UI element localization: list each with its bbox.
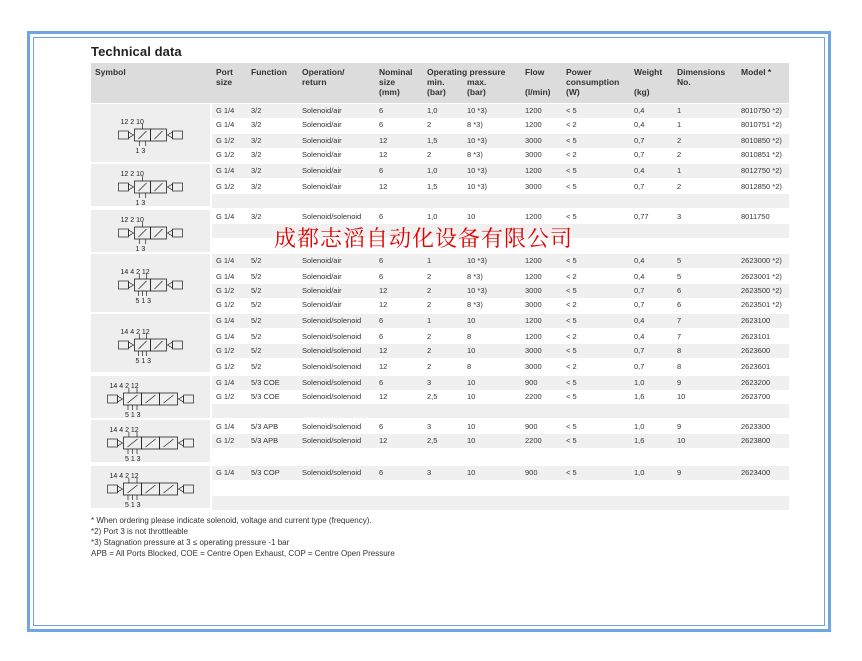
header-nominal-size: Nominal size (mm) — [379, 67, 413, 97]
table-row — [212, 330, 789, 344]
valve-schematic-icon — [91, 210, 210, 252]
cell-port-size: G 1/4 — [216, 120, 235, 129]
cell-function: 5/3 COP — [251, 468, 280, 477]
cell-pressure-min: 3 — [427, 422, 432, 431]
cell-nominal-size: 6 — [379, 468, 384, 477]
port-numbers-bottom: 5 1 3 — [125, 502, 141, 508]
table-row — [212, 376, 789, 390]
cell-function: 5/3 APB — [251, 422, 279, 431]
cell-pressure-max: 10 *3) — [467, 166, 488, 175]
cell-pressure-min: 2,5 — [427, 436, 438, 445]
cell-model: 8012850 *2) — [741, 182, 782, 191]
table-row — [212, 284, 789, 298]
cell-function: 5/2 — [251, 300, 262, 309]
port-numbers-bottom: 1 3 — [135, 246, 146, 252]
cell-power: < 5 — [566, 468, 577, 477]
table-row — [212, 298, 789, 312]
cell-power: < 2 — [566, 150, 577, 159]
cell-operation: Solenoid/air — [302, 300, 342, 309]
cell-pressure-max: 8 *3) — [467, 300, 483, 309]
cell-nominal-size: 12 — [379, 182, 388, 191]
port-numbers-bottom: 1 3 — [135, 148, 146, 155]
cell-function: 5/2 — [251, 286, 262, 295]
cell-dimensions: 2 — [677, 136, 682, 145]
table-row — [212, 104, 789, 118]
cell-function: 5/2 — [251, 332, 262, 341]
cell-flow: 3000 — [525, 300, 542, 309]
table-row — [212, 134, 789, 148]
header-operation: Operation/ return — [302, 67, 345, 87]
cell-function: 5/3 COE — [251, 378, 280, 387]
cell-port-size: G 1/4 — [216, 468, 235, 477]
valve-symbol-block — [91, 466, 210, 508]
cell-flow: 1200 — [525, 106, 542, 115]
cell-function: 3/2 — [251, 182, 262, 191]
cell-function: 3/2 — [251, 150, 262, 159]
cell-function: 3/2 — [251, 166, 262, 175]
cell-model: 2623101 — [741, 332, 771, 341]
cell-model: 2623300 — [741, 422, 771, 431]
cell-weight: 1,0 — [634, 468, 645, 477]
cell-model: 8010751 *2) — [741, 120, 782, 129]
cell-model: 2623800 — [741, 436, 771, 445]
table-row — [212, 480, 789, 494]
valve-symbol-block — [91, 376, 210, 418]
valve-symbol-block — [91, 104, 210, 162]
cell-dimensions: 9 — [677, 422, 682, 431]
cell-pressure-max: 10 — [467, 436, 476, 445]
cell-port-size: G 1/2 — [216, 182, 235, 191]
cell-dimensions: 5 — [677, 272, 682, 281]
port-numbers-bottom: 5 1 3 — [135, 298, 152, 305]
cell-weight: 0,4 — [634, 120, 645, 129]
cell-pressure-max: 8 — [467, 362, 472, 371]
cell-model: 8010851 *2) — [741, 150, 782, 159]
table-row — [212, 404, 789, 418]
cell-pressure-min: 1 — [427, 256, 432, 265]
cell-weight: 0,4 — [634, 106, 645, 115]
cell-flow: 900 — [525, 378, 538, 387]
valve-symbol-block — [91, 314, 210, 372]
port-numbers-bottom: 5 1 3 — [125, 412, 141, 418]
cell-pressure-min: 2 — [427, 286, 432, 295]
cell-flow: 1200 — [525, 272, 542, 281]
cell-operation: Solenoid/solenoid — [302, 392, 362, 401]
cell-pressure-max: 8 *3) — [467, 150, 483, 159]
cell-dimensions: 3 — [677, 212, 682, 221]
cell-nominal-size: 12 — [379, 346, 388, 355]
table-row — [212, 194, 789, 208]
cell-flow: 3000 — [525, 286, 542, 295]
cell-weight: 0,7 — [634, 300, 645, 309]
cell-operation: Solenoid/air — [302, 256, 342, 265]
valve-schematic-icon — [91, 104, 210, 162]
port-numbers-top: 12 2 10 — [120, 171, 144, 178]
cell-nominal-size: 12 — [379, 300, 388, 309]
cell-power: < 2 — [566, 272, 577, 281]
cell-port-size: G 1/2 — [216, 150, 235, 159]
cell-power: < 5 — [566, 436, 577, 445]
cell-pressure-max: 10 *3) — [467, 182, 488, 191]
cell-operation: Solenoid/solenoid — [302, 378, 362, 387]
cell-model: 2623001 *2) — [741, 272, 782, 281]
cell-model: 8010750 *2) — [741, 106, 782, 115]
cell-power: < 5 — [566, 136, 577, 145]
cell-pressure-max: 10 *3) — [467, 256, 488, 265]
cell-port-size: G 1/2 — [216, 392, 235, 401]
cell-operation: Solenoid/solenoid — [302, 422, 362, 431]
cell-flow: 1200 — [525, 316, 542, 325]
cell-flow: 1200 — [525, 212, 542, 221]
cell-model: 2623400 — [741, 468, 771, 477]
cell-flow: 3000 — [525, 136, 542, 145]
cell-nominal-size: 6 — [379, 166, 384, 175]
table-row — [212, 118, 789, 132]
cell-pressure-min: 1,0 — [427, 106, 438, 115]
cell-operation: Solenoid/air — [302, 106, 342, 115]
cell-operation: Solenoid/air — [302, 136, 342, 145]
cell-pressure-max: 8 *3) — [467, 120, 483, 129]
cell-pressure-min: 1,5 — [427, 136, 438, 145]
cell-weight: 1,0 — [634, 422, 645, 431]
cell-port-size: G 1/4 — [216, 166, 235, 175]
cell-weight: 0,4 — [634, 256, 645, 265]
cell-pressure-min: 2,5 — [427, 392, 438, 401]
cell-pressure-min: 2 — [427, 346, 432, 355]
cell-weight: 0,7 — [634, 346, 645, 355]
cell-power: < 2 — [566, 332, 577, 341]
cell-power: < 5 — [566, 182, 577, 191]
cell-operation: Solenoid/air — [302, 182, 342, 191]
cell-dimensions: 9 — [677, 468, 682, 477]
cell-function: 5/2 — [251, 272, 262, 281]
cell-dimensions: 6 — [677, 300, 682, 309]
header-function: Function — [251, 67, 287, 77]
cell-operation: Solenoid/air — [302, 166, 342, 175]
cell-nominal-size: 6 — [379, 106, 384, 115]
port-numbers-top: 12 2 10 — [120, 119, 144, 126]
cell-port-size: G 1/4 — [216, 106, 235, 115]
cell-model: 2623601 — [741, 362, 771, 371]
cell-weight: 1,6 — [634, 436, 645, 445]
table-row — [212, 390, 789, 404]
cell-pressure-min: 1 — [427, 316, 432, 325]
cell-nominal-size: 6 — [379, 422, 384, 431]
cell-dimensions: 6 — [677, 286, 682, 295]
cell-function: 5/2 — [251, 362, 262, 371]
cell-power: < 2 — [566, 120, 577, 129]
cell-dimensions: 9 — [677, 378, 682, 387]
cell-pressure-max: 10 — [467, 378, 476, 387]
valve-schematic-icon — [91, 164, 210, 206]
cell-nominal-size: 12 — [379, 150, 388, 159]
cell-dimensions: 10 — [677, 392, 686, 401]
cell-pressure-min: 1,0 — [427, 212, 438, 221]
port-numbers-top: 14 4 2 12 — [120, 269, 150, 276]
table-row — [212, 344, 789, 358]
cell-flow: 3000 — [525, 346, 542, 355]
table-row — [212, 270, 789, 284]
cell-dimensions: 10 — [677, 436, 686, 445]
cell-flow: 2200 — [525, 436, 542, 445]
cell-weight: 0,7 — [634, 362, 645, 371]
cell-dimensions: 2 — [677, 150, 682, 159]
cell-pressure-max: 10 — [467, 346, 476, 355]
cell-nominal-size: 6 — [379, 316, 384, 325]
cell-dimensions: 8 — [677, 346, 682, 355]
cell-port-size: G 1/4 — [216, 212, 235, 221]
footnote: * When ordering please indicate solenoid, voltage and current type (frequency). — [91, 516, 372, 525]
cell-function: 5/3 COE — [251, 392, 280, 401]
table-row — [212, 466, 789, 480]
port-numbers-top: 12 2 10 — [120, 217, 144, 224]
cell-weight: 0,77 — [634, 212, 649, 221]
cell-pressure-min: 2 — [427, 300, 432, 309]
cell-pressure-min: 2 — [427, 332, 432, 341]
cell-weight: 0,7 — [634, 286, 645, 295]
cell-power: < 2 — [566, 362, 577, 371]
port-numbers-top: 14 4 2 12 — [109, 427, 139, 434]
cell-pressure-max: 10 *3) — [467, 106, 488, 115]
cell-weight: 1,0 — [634, 378, 645, 387]
table-row — [212, 360, 789, 374]
cell-weight: 0,4 — [634, 316, 645, 325]
cell-operation: Solenoid/solenoid — [302, 212, 362, 221]
cell-power: < 5 — [566, 316, 577, 325]
table-row — [212, 254, 789, 268]
cell-nominal-size: 6 — [379, 332, 384, 341]
port-numbers-bottom: 5 1 3 — [135, 358, 152, 365]
cell-dimensions: 7 — [677, 332, 682, 341]
footnotes — [91, 515, 395, 559]
cell-dimensions: 1 — [677, 120, 682, 129]
cell-power: < 5 — [566, 346, 577, 355]
cell-function: 3/2 — [251, 212, 262, 221]
cell-port-size: G 1/2 — [216, 346, 235, 355]
table-row — [212, 180, 789, 194]
cell-port-size: G 1/2 — [216, 136, 235, 145]
cell-operation: Solenoid/air — [302, 120, 342, 129]
cell-pressure-max: 10 — [467, 212, 476, 221]
port-numbers-top: 14 4 2 12 — [109, 383, 139, 390]
cell-function: 3/2 — [251, 136, 262, 145]
cell-model: 8011750 — [741, 212, 770, 221]
cell-model: 2623600 — [741, 346, 771, 355]
port-numbers-top: 14 4 2 12 — [120, 329, 150, 336]
cell-pressure-max: 10 — [467, 392, 476, 401]
cell-model: 2623200 — [741, 378, 771, 387]
cell-operation: Solenoid/solenoid — [302, 468, 362, 477]
cell-flow: 3000 — [525, 362, 542, 371]
cell-nominal-size: 12 — [379, 392, 388, 401]
valve-schematic-icon — [91, 314, 210, 372]
cell-operation: Solenoid/air — [302, 272, 342, 281]
table-row — [212, 314, 789, 328]
cell-power: < 5 — [566, 106, 577, 115]
watermark: 成都志滔自动化设备有限公司 — [274, 227, 574, 252]
cell-weight: 0,7 — [634, 136, 645, 145]
cell-power: < 5 — [566, 422, 577, 431]
cell-weight: 1,6 — [634, 392, 645, 401]
cell-pressure-max: 8 — [467, 332, 472, 341]
cell-operation: Solenoid/solenoid — [302, 362, 362, 371]
cell-power: < 5 — [566, 378, 577, 387]
valve-symbol-block — [91, 164, 210, 206]
header-port-size: Port size — [216, 67, 233, 87]
cell-pressure-max: 8 *3) — [467, 272, 483, 281]
cell-model: 2623500 *2) — [741, 286, 782, 295]
cell-nominal-size: 6 — [379, 212, 384, 221]
valve-schematic-icon — [91, 420, 210, 462]
cell-flow: 900 — [525, 468, 538, 477]
valve-symbol-block — [91, 254, 210, 312]
cell-flow: 3000 — [525, 150, 542, 159]
cell-port-size: G 1/4 — [216, 316, 235, 325]
cell-pressure-max: 10 *3) — [467, 286, 488, 295]
header-symbol: Symbol — [95, 67, 126, 77]
cell-operation: Solenoid/air — [302, 286, 342, 295]
table-row — [212, 450, 789, 464]
table-row — [212, 148, 789, 162]
cell-pressure-min: 2 — [427, 120, 432, 129]
cell-weight: 0,7 — [634, 150, 645, 159]
table-row — [212, 434, 789, 448]
cell-function: 5/3 APB — [251, 436, 279, 445]
cell-port-size: G 1/4 — [216, 378, 235, 387]
cell-flow: 1200 — [525, 332, 542, 341]
cell-weight: 0,7 — [634, 182, 645, 191]
table-row — [212, 420, 789, 434]
cell-function: 5/2 — [251, 346, 262, 355]
cell-pressure-min: 2 — [427, 150, 432, 159]
cell-pressure-min: 3 — [427, 468, 432, 477]
header-power: Power consumption (W) — [566, 67, 620, 97]
cell-nominal-size: 12 — [379, 436, 388, 445]
cell-port-size: G 1/4 — [216, 422, 235, 431]
cell-power: < 5 — [566, 286, 577, 295]
cell-weight: 0,4 — [634, 166, 645, 175]
cell-flow: 900 — [525, 422, 538, 431]
cell-pressure-min: 1,0 — [427, 166, 438, 175]
cell-function: 3/2 — [251, 120, 262, 129]
cell-port-size: G 1/4 — [216, 272, 235, 281]
cell-model: 2623501 *2) — [741, 300, 782, 309]
page-title: Technical data — [91, 44, 182, 59]
footnote: *3) Stagnation pressure at 3 ≤ operating pressure -1 bar — [91, 538, 290, 547]
cell-operation: Solenoid/solenoid — [302, 316, 362, 325]
port-numbers-bottom: 1 3 — [135, 200, 146, 206]
cell-pressure-min: 3 — [427, 378, 432, 387]
cell-pressure-max: 10 — [467, 316, 476, 325]
cell-pressure-max: 10 — [467, 468, 476, 477]
cell-dimensions: 7 — [677, 316, 682, 325]
cell-flow: 1200 — [525, 120, 542, 129]
cell-operation: Solenoid/solenoid — [302, 346, 362, 355]
cell-nominal-size: 12 — [379, 136, 388, 145]
cell-dimensions: 5 — [677, 256, 682, 265]
valve-schematic-icon — [91, 466, 210, 508]
cell-power: < 5 — [566, 212, 577, 221]
cell-flow: 1200 — [525, 256, 542, 265]
valve-symbol-block — [91, 420, 210, 462]
cell-dimensions: 2 — [677, 182, 682, 191]
cell-pressure-max: 10 *3) — [467, 136, 488, 145]
cell-weight: 0,4 — [634, 332, 645, 341]
cell-nominal-size: 6 — [379, 256, 384, 265]
cell-model: 8012750 *2) — [741, 166, 782, 175]
header-max: max. (bar) — [467, 77, 487, 97]
valve-symbol-block — [91, 210, 210, 252]
cell-model: 2623100 — [741, 316, 771, 325]
header-operating-pressure: Operating pressure — [427, 67, 506, 77]
port-numbers-bottom: 5 1 3 — [125, 456, 141, 462]
cell-model: 2623700 — [741, 392, 771, 401]
cell-dimensions: 1 — [677, 106, 682, 115]
cell-operation: Solenoid/air — [302, 150, 342, 159]
cell-nominal-size: 12 — [379, 362, 388, 371]
cell-pressure-min: 1,5 — [427, 182, 438, 191]
cell-power: < 5 — [566, 166, 577, 175]
cell-nominal-size: 6 — [379, 378, 384, 387]
footnote: APB = All Ports Blocked, COE = Centre Open Exhaust, COP = Centre Open Pressure — [91, 549, 395, 558]
cell-nominal-size: 12 — [379, 286, 388, 295]
port-numbers-top: 14 4 2 12 — [109, 473, 139, 480]
cell-pressure-min: 2 — [427, 362, 432, 371]
cell-flow: 3000 — [525, 182, 542, 191]
cell-dimensions: 1 — [677, 166, 682, 175]
cell-port-size: G 1/2 — [216, 362, 235, 371]
header-model: Model * — [741, 67, 772, 77]
cell-operation: Solenoid/solenoid — [302, 332, 362, 341]
cell-function: 5/2 — [251, 256, 262, 265]
table-row — [212, 496, 789, 510]
header-weight: Weight (kg) — [634, 67, 663, 97]
cell-port-size: G 1/4 — [216, 256, 235, 265]
header-min: min. (bar) — [427, 77, 446, 97]
header-dimensions: Dimensions No. — [677, 67, 726, 87]
cell-dimensions: 8 — [677, 362, 682, 371]
cell-function: 5/2 — [251, 316, 262, 325]
cell-power: < 2 — [566, 300, 577, 309]
cell-port-size: G 1/2 — [216, 286, 235, 295]
cell-pressure-max: 10 — [467, 422, 476, 431]
cell-power: < 5 — [566, 392, 577, 401]
cell-port-size: G 1/2 — [216, 300, 235, 309]
cell-port-size: G 1/2 — [216, 436, 235, 445]
cell-pressure-min: 2 — [427, 272, 432, 281]
cell-port-size: G 1/4 — [216, 332, 235, 341]
cell-model: 8010850 *2) — [741, 136, 782, 145]
valve-schematic-icon — [91, 254, 210, 312]
footnote: *2) Port 3 is not throttleable — [91, 527, 188, 536]
header-flow: Flow (l/min) — [525, 67, 551, 97]
cell-flow: 2200 — [525, 392, 542, 401]
cell-function: 3/2 — [251, 106, 262, 115]
cell-nominal-size: 6 — [379, 272, 384, 281]
cell-nominal-size: 6 — [379, 120, 384, 129]
cell-operation: Solenoid/solenoid — [302, 436, 362, 445]
cell-flow: 1200 — [525, 166, 542, 175]
table-row — [212, 164, 789, 178]
cell-model: 2623000 *2) — [741, 256, 782, 265]
cell-weight: 0,4 — [634, 272, 645, 281]
cell-power: < 5 — [566, 256, 577, 265]
valve-schematic-icon — [91, 376, 210, 418]
